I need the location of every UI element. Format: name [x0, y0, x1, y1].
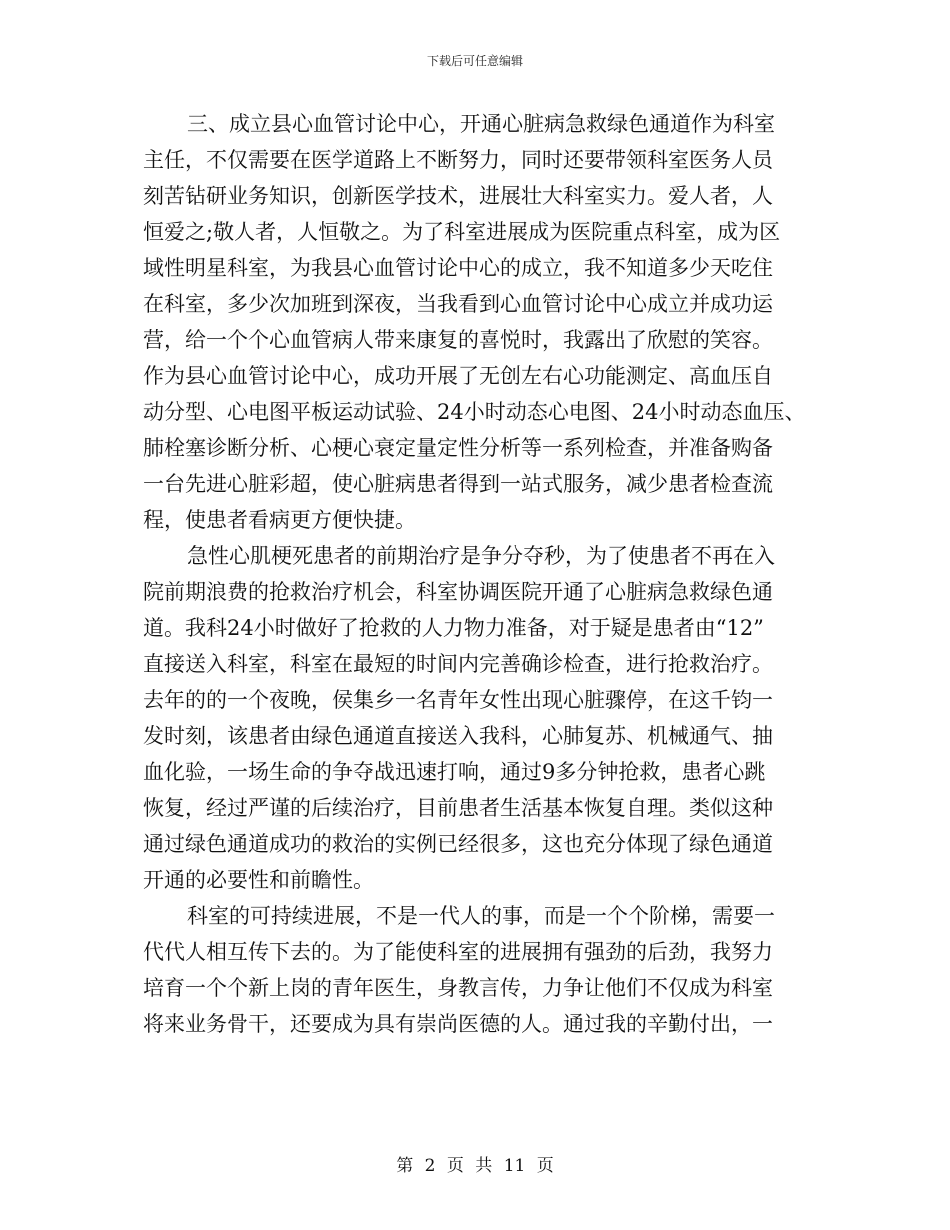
paragraph-2-line-1: 急性心肌梗死患者的前期治疗是争分夺秒，为了使患者不再在入: [187, 544, 775, 568]
paragraph-1-line-11: 一台先进心脏彩超，使心脏病患者得到一站式服务，减少患者检查流: [143, 472, 773, 496]
paragraph-2-line-8: 恢复，经过严谨的后续治疗，目前患者生活基本恢复自理。类似这种: [143, 796, 773, 820]
paragraph-2-line-2: 院前期浪费的抢救治疗机会，科室协调医院开通了心脏病急救绿色通: [143, 580, 773, 604]
page-number-footer: 第 2 页 共 11 页: [396, 1156, 554, 1176]
paragraph-1-line-1: 三、成立县心血管讨论中心，开通心脏病急救绿色通道作为科室: [187, 112, 775, 136]
paragraph-2-line-7: 血化验，一场生命的争夺战迅速打响，通过9多分钟抢救，患者心跳: [143, 760, 766, 784]
paragraph-2-line-6: 发时刻，该患者由绿色通道直接送入我科，心肺复苏、机械通气、抽: [143, 724, 773, 748]
paragraph-1-line-2: 主任，不仅需要在医学道路上不断努力，同时还要带领科室医务人员: [143, 148, 773, 172]
paragraph-1-line-5: 域性明星科室，为我县心血管讨论中心的成立，我不知道多少天吃住: [143, 256, 773, 280]
paragraph-1-line-3: 刻苦钻研业务知识，创新医学技术，进展壮大科室实力。爱人者，人: [143, 184, 773, 208]
paragraph-3-line-1: 科室的可持续进展，不是一代人的事，而是一个个阶梯，需要一: [187, 904, 775, 928]
paragraph-3-line-4: 将来业务骨干，还要成为具有崇尚医德的人。通过我的辛勤付出，一: [143, 1012, 773, 1036]
paragraph-2-line-5: 去年的的一个夜晚，侯集乡一名青年女性出现心脏骤停，在这千钧一: [143, 688, 773, 712]
paragraph-1-line-12: 程，使患者看病更方便快捷。: [143, 508, 416, 532]
paragraph-3-line-2: 代代人相互传下去的。为了能使科室的进展拥有强劲的后劲，我努力: [143, 940, 773, 964]
page-header: 下载后可任意编辑: [426, 54, 523, 68]
paragraph-1-line-7: 营，给一个个心血管病人带来康复的喜悦时，我露出了欣慰的笑容。: [143, 328, 773, 352]
paragraph-3-line-3: 培育一个个新上岗的青年医生，身教言传，力争让他们不仅成为科室: [143, 976, 773, 1000]
paragraph-2-line-4: 直接送入科室，科室在最短的时间内完善确诊检查，进行抢救治疗。: [143, 652, 773, 676]
paragraph-1-line-6: 在科室，多少次加班到深夜，当我看到心血管讨论中心成立并成功运: [143, 292, 773, 316]
paragraph-2-line-10: 开通的必要性和前瞻性。: [143, 868, 374, 892]
paragraph-2-line-3: 道。我科24小时做好了抢救的人力物力准备，对于疑是患者由“12”: [143, 616, 764, 640]
paragraph-1-line-10: 肺栓塞诊断分析、心梗心衰定量定性分析等一系列检查，并准备购备: [143, 436, 773, 460]
document-body: [143, 106, 815, 1042]
paragraph-1-line-9: 动分型、心电图平板运动试验、24小时动态心电图、24小时动态血压、: [143, 400, 806, 424]
paragraph-2-line-9: 通过绿色通道成功的救治的实例已经很多，这也充分体现了绿色通道: [143, 832, 773, 856]
paragraph-1-line-8: 作为县心血管讨论中心，成功开展了无创左右心功能测定、高血压自: [143, 364, 773, 388]
paragraph-1-line-4: 恒爱之;敬人者，人恒敬之。为了科室进展成为医院重点科室，成为区: [143, 220, 781, 244]
